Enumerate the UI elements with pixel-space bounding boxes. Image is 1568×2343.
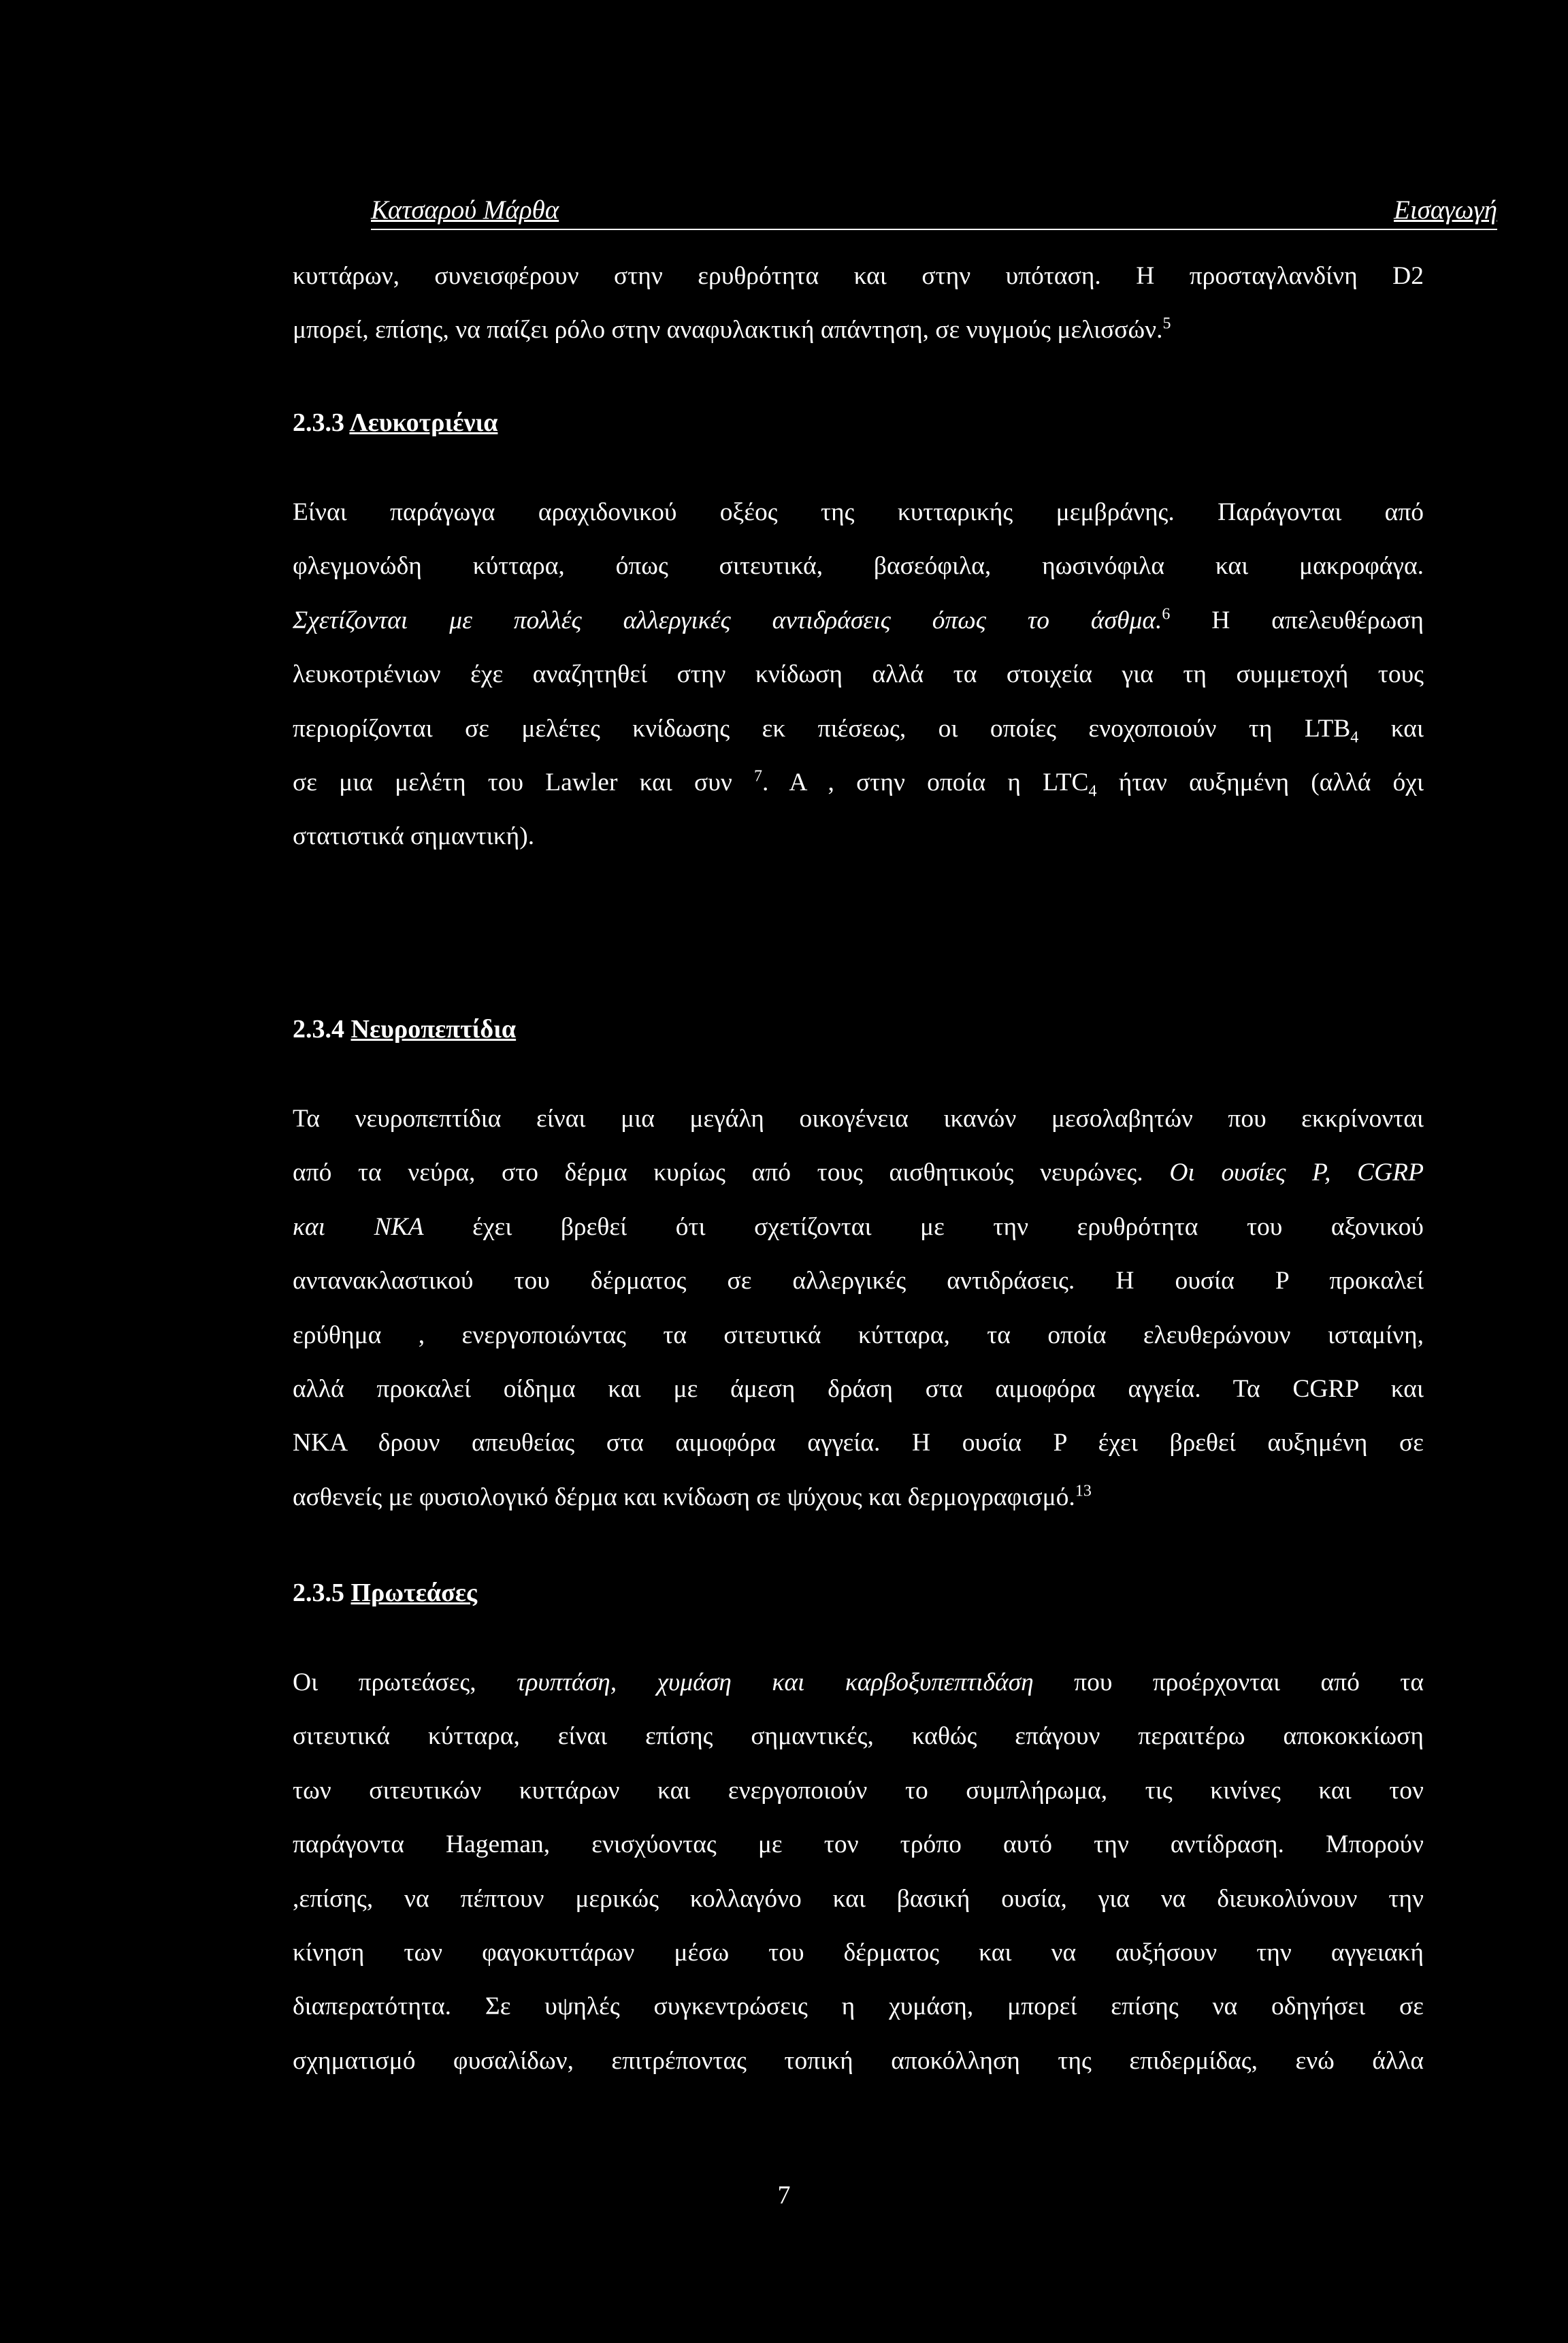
page-header: [371, 193, 1497, 230]
paragraph-line: αντανακλαστικού του δέρματος σε αλλεργικές αντιδράσεις. Η ουσία P προκαλεί: [293, 1267, 1424, 1295]
paragraph-line-text: που προέρχονται από τα: [1074, 1668, 1424, 1696]
paragraph-line-text: σε μια μελέτη του Lawler και συν: [293, 768, 732, 796]
italic-text: Οι ουσίες P, CGRP: [1169, 1159, 1424, 1187]
paragraph-line-text: και: [1390, 714, 1424, 743]
paragraph-line-text: έχει βρεθεί ότι σχετίζονται με την ερυθρότητα του αξονικού: [472, 1212, 1424, 1241]
paragraph-line: [293, 1470, 1424, 1524]
paragraph-line: σιτευτικά κύτταρα, είναι επίσης σημαντικές, καθώς επάγουν περαιτέρω αποκοκκίωση: [293, 1722, 1424, 1751]
paragraph-line: κίνηση των φαγοκυττάρων μέσω του δέρματος και να αυξήσουν την αγγειακή: [293, 1938, 1424, 1967]
section-number: 2.3.3: [293, 408, 344, 437]
paragraph-line: ερύθημα , ενεργοποιώντας τα σιτευτικά κύτταρα, τα οποία ελευθερώνουν ισταμίνη,: [293, 1321, 1424, 1349]
paragraph-line-text: μπορεί, επίσης, να παίζει ρόλο στην αναφυλακτική απάντηση, σε νυγμούς μελισσών.: [293, 316, 1163, 344]
paragraph-line-text: περιορίζονται σε μελέτες κνίδωσης εκ πιέσεως, οι οποίες ενοχοποιούν τη LTB: [293, 714, 1351, 743]
paragraph-line-text: από τα νεύρα, στο δέρμα κυρίως από τους αισθητικούς νευρώνες.: [293, 1159, 1143, 1187]
paragraph-line: στατιστικά σημαντική).: [293, 822, 535, 851]
section-title: Πρωτεάσες: [350, 1579, 478, 1607]
section-title: Λευκοτριένια: [349, 408, 498, 437]
section-number: 2.3.5: [293, 1579, 344, 1607]
section-heading-2-3-5: [293, 1576, 477, 1610]
page-number: 7: [777, 2181, 791, 2210]
intro-paragraph: [293, 249, 1424, 357]
paragraph-line-text: . Α , στην οποία η LTC: [762, 768, 1089, 796]
paragraph-line: ,επίσης, να πέπτουν μερικώς κολλαγόνο και βασική ουσία, για να διευκολύνουν την: [293, 1884, 1424, 1913]
italic-text: Σχετίζονται με πολλές αλλεργικές αντιδράσεις όπως το άσθμα.: [293, 606, 1162, 634]
paragraph-line: [293, 1146, 1424, 1199]
subscript: 4: [1350, 728, 1359, 747]
paragraph-line: [293, 702, 1424, 756]
proteases-paragraph: [293, 1655, 1424, 2088]
paragraph-line: αλλά προκαλεί οίδημα και με άμεση δράση στα αιμοφόρα αγγεία. Τα CGRP και: [293, 1374, 1424, 1403]
paragraph-line: [293, 1655, 1424, 1709]
paragraph-line: Είναι παράγωγα αραχιδονικού οξέος της κυτταρικής μεμβράνης. Παράγονται από: [293, 498, 1424, 526]
paragraph-line: [293, 1200, 1424, 1254]
paragraph-line-text: Η απελευθέρωση: [1211, 606, 1424, 634]
paragraph-line: σχηματισμό φυσαλίδων, επιτρέποντας τοπική αποκόλληση της επιδερμίδας, ενώ άλλα: [293, 2046, 1424, 2075]
paragraph-line: παράγοντα Hageman, ενισχύοντας με τον τρόπο αυτό την αντίδραση. Μπορούν: [293, 1830, 1424, 1859]
italic-text: και NKA: [293, 1212, 424, 1241]
paragraph-line: [293, 303, 1424, 357]
neuropeptides-paragraph: [293, 1092, 1424, 1524]
paragraph-line-text: ασθενείς με φυσιολογικό δέρμα και κνίδωση σε ψύχους και δερμογραφισμό.: [293, 1483, 1075, 1511]
paragraph-line: NKA δρουν απευθείας στα αιμοφόρα αγγεία. Η ουσία P έχει βρεθεί αυξημένη σε: [293, 1429, 1424, 1457]
section-heading-2-3-4: [293, 1012, 516, 1046]
paragraph-line: λευκοτριένιων έχε αναζητηθεί στην κνίδωση αλλά τα στοιχεία για τη συμμετοχή τους: [293, 660, 1424, 689]
header-author: Κατσαρού Μάρθα: [371, 195, 559, 225]
section-heading-2-3-3: [293, 406, 497, 440]
paragraph-line-text: ήταν αυξημένη (αλλά όχι: [1118, 768, 1424, 796]
paragraph-line: Τα νευροπεπτίδια είναι μια μεγάλη οικογένεια ικανών μεσολαβητών που εκκρίνονται: [293, 1105, 1424, 1133]
header-section: Εισαγωγή: [1394, 195, 1497, 225]
footnote-ref: 6: [1162, 605, 1171, 624]
footnote-ref: 7: [753, 767, 762, 786]
section-title: Νευροπεπτίδια: [350, 1015, 517, 1044]
footnote-ref: 13: [1075, 1482, 1092, 1500]
leukotrienes-paragraph: [293, 485, 1424, 864]
paragraph-line: [293, 594, 1424, 647]
paragraph-line: των σιτευτικών κυττάρων και ενεργοποιούν το συμπλήρωμα, τις κινίνες και τον: [293, 1776, 1424, 1805]
subscript: 4: [1088, 782, 1097, 801]
italic-text: τρυπτάση, χυμάση και καρβοξυπεπτιδάση: [517, 1668, 1034, 1696]
paragraph-line: κυττάρων, συνεισφέρουν στην ερυθρότητα και στην υπόταση. Η προσταγλανδίνη D2: [293, 262, 1424, 290]
paragraph-line: φλεγμονώδη κύτταρα, όπως σιτευτικά, βασεόφιλα, ηωσινόφιλα και μακροφάγα.: [293, 552, 1424, 581]
paragraph-line: διαπερατότητα. Σε υψηλές συγκεντρώσεις η χυμάση, μπορεί επίσης να οδηγήσει σε: [293, 1992, 1424, 2021]
paragraph-line-text: Οι πρωτεάσες,: [293, 1668, 476, 1696]
footnote-ref: 5: [1162, 314, 1171, 333]
paragraph-line: [293, 756, 1424, 809]
section-number: 2.3.4: [293, 1015, 344, 1044]
